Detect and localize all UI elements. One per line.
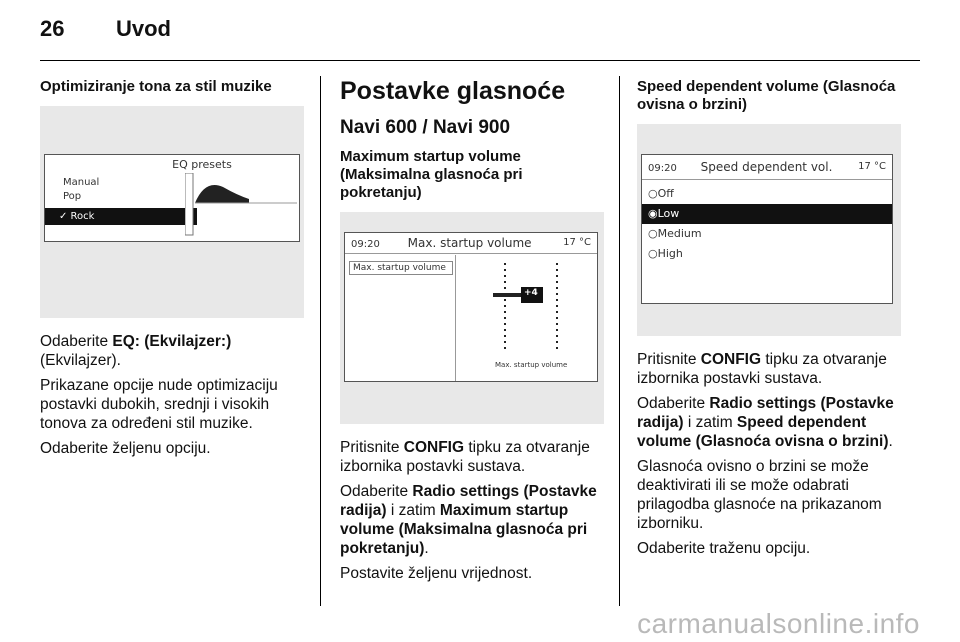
option-label: Low <box>657 207 680 220</box>
column-divider <box>320 76 321 606</box>
radio-option <box>642 184 892 204</box>
eq-presets-screenshot <box>40 106 304 318</box>
header-rule <box>40 60 920 61</box>
radio-option <box>642 204 892 224</box>
clock: 09:20 <box>351 239 380 250</box>
page-title: Uvod <box>116 16 171 41</box>
radio-selected-icon: ◉ <box>648 207 658 220</box>
screen-title: Max. startup volume <box>407 236 532 250</box>
option-label: High <box>657 247 683 260</box>
page-number: 26 <box>40 16 65 41</box>
section-subheading: Optimiziranje tona za stil muzike <box>40 78 272 95</box>
eq-item: Manual <box>63 177 100 188</box>
radio-empty-icon: ○ <box>648 227 658 240</box>
clock: 09:20 <box>648 163 677 174</box>
scale-caption: Max. startup volume <box>495 361 568 369</box>
page-header <box>40 16 171 42</box>
section-subheading: Navi 600 / Navi 900 <box>340 117 511 138</box>
screen-top-bar <box>642 155 892 180</box>
paragraph: Odaberite traženu opciju. <box>637 540 811 557</box>
radio-option <box>642 224 892 244</box>
option-label: Off <box>657 187 674 200</box>
radio-empty-icon: ○ <box>648 187 658 200</box>
eq-item: Pop <box>63 191 82 202</box>
temperature: 17 °C <box>563 237 591 248</box>
eq-curve-graphic <box>185 173 297 239</box>
startup-volume-screenshot <box>340 212 604 424</box>
paragraph: Pritisnite CONFIG tipku za otvaranje izbornika postavki sustava. <box>637 351 887 387</box>
screen-divider <box>455 255 456 381</box>
column-divider <box>619 76 620 606</box>
volume-value: +4 <box>524 288 538 298</box>
eq-screen <box>44 154 300 242</box>
paragraph: Prikazane opcije nude optimizaciju postavki dubokih, srednji i visokih tonova za određeni stil muzike. <box>40 377 278 432</box>
option-label: Medium <box>657 227 702 240</box>
column-volume <box>340 76 604 589</box>
radio-empty-icon: ○ <box>648 247 658 260</box>
screen-title: Speed dependent vol. <box>700 160 833 174</box>
section-heading: Postavke glasnoće <box>340 77 566 105</box>
option-list <box>642 184 892 264</box>
temperature: 17 °C <box>858 161 886 172</box>
paragraph: Odaberite željenu opciju. <box>40 440 211 457</box>
startup-volume-screen <box>344 232 598 382</box>
radio-option <box>642 244 892 264</box>
field-label: Max. startup volume <box>349 261 453 275</box>
speed-volume-screenshot <box>637 124 901 336</box>
volume-scale-graphic <box>465 263 595 357</box>
paragraph: Glasnoća ovisno o brzini se može deaktivirati ili se može odabrati prilagodba glasnoće na prikazanom izborniku. <box>637 458 882 532</box>
paragraph: Pritisnite CONFIG tipku za otvaranje izbornika postavki sustava. <box>340 439 590 475</box>
paragraph: Postavite željenu vrijednost. <box>340 565 533 582</box>
column-eq <box>40 76 304 464</box>
eq-item-selected: ✓ Rock <box>45 208 197 225</box>
eq-screen-title: EQ presets <box>172 158 232 171</box>
column-speed-volume <box>637 76 901 564</box>
screen-top-bar <box>345 233 597 254</box>
setting-heading: Maximum startup volume (Maksimalna glasnoća pri pokretanju) <box>340 148 523 201</box>
speed-volume-screen <box>641 154 893 304</box>
paragraph: Odaberite Radio settings (Postavke radija) i zatim Maximum startup volume (Maksimalna glasnoća pri pokretanju). <box>340 483 597 557</box>
paragraph: Odaberite Radio settings (Postavke radija) i zatim Speed dependent volume (Glasnoća ovisna o brzini). <box>637 395 894 450</box>
paragraph: Odaberite EQ: (Ekvilajzer:) (Ekvilajzer). <box>40 333 232 369</box>
section-subheading: Speed dependent volume (Glasnoća ovisna o brzini) <box>637 78 896 113</box>
watermark: carmanualsonline.info <box>637 608 920 639</box>
